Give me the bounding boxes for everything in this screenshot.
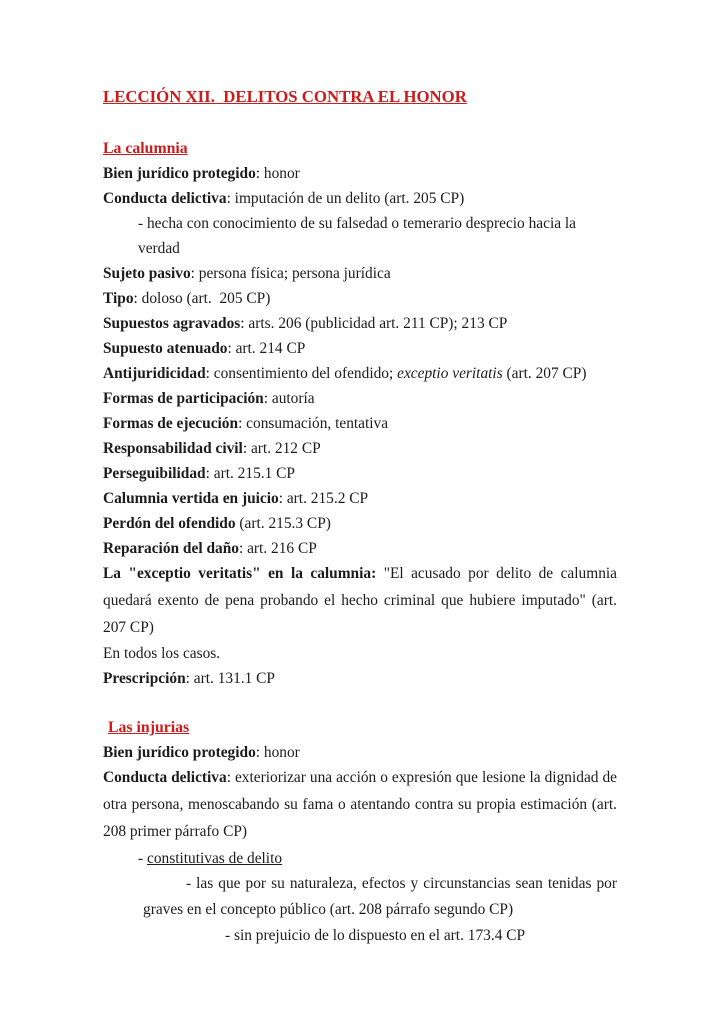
field-responsabilidad-civil: [103, 436, 617, 461]
field-perdon-ofendido: [103, 511, 617, 536]
field-value: (art. 215.3 CP): [235, 515, 331, 532]
field-label: Perdón del ofendido: [103, 515, 236, 532]
field-label: Prescripción: [103, 670, 186, 688]
field-value: : art. 212 CP: [242, 440, 321, 457]
field-supuestos-agravados: [103, 311, 617, 336]
field-label: Supuesto atenuado: [103, 340, 228, 357]
bullet-hecha-con-conocimiento: - hecha con conocimiento de su falsedad o temerario desprecio hacia la verdad: [138, 215, 580, 257]
field-formas-participacion: [103, 386, 617, 411]
field-antijuridicidad: [103, 361, 617, 386]
field-value: : arts. 206 (publicidad art. 211 CP); 213 CP: [240, 315, 508, 332]
field-value: : doloso (art. 205 CP): [133, 290, 271, 307]
field-value: : art. 215.1 CP: [205, 465, 295, 482]
field-value: : persona física; persona jurídica: [190, 265, 391, 282]
field-label: Perseguibilidad: [103, 465, 206, 482]
field-formas-ejecucion: [103, 411, 617, 436]
field-value: : consumación, tentativa: [238, 415, 389, 432]
line-en-todos-los-casos: En todos los casos.: [103, 645, 221, 663]
field-label: La "exceptio veritatis" en la calumnia:: [103, 565, 384, 582]
field-label: Formas de ejecución: [103, 415, 239, 432]
section-heading-injurias: Las injurias: [108, 719, 190, 737]
field-calumnia-vertida: [103, 486, 617, 511]
field-label: Antijuridicidad: [103, 365, 206, 382]
paragraph-conducta-delictiva-injurias: [103, 765, 617, 845]
bullet-dash: -: [138, 849, 147, 867]
field-value: : consentimiento del ofendido;: [205, 365, 398, 382]
field-label: Conducta delictiva: [103, 769, 227, 787]
quote-text: "El acusado por delito de calumnia quedará exento de pena probando el hecho criminal que hubiere imputado" (art. 207 CP): [103, 565, 617, 636]
field-perseguibilidad: [103, 461, 617, 486]
field-bien-juridico-injurias: [103, 740, 617, 765]
field-value: : art. 215.2 CP: [278, 490, 369, 507]
doc-title: LECCIÓN XII. DELITOS CONTRA EL HONOR: [103, 87, 467, 106]
field-label: Bien jurídico protegido: [103, 165, 256, 182]
field-conducta-delictiva-calumnia: [103, 186, 617, 211]
bullet-sin-prejuicio: - sin prejuicio de lo dispuesto en el art. 173.4 CP: [225, 926, 526, 944]
field-value: : art. 131.1 CP: [185, 670, 275, 688]
field-label: Reparación del daño: [103, 540, 239, 557]
field-reparacion-dano: [103, 536, 617, 561]
field-value: : art. 216 CP: [238, 540, 317, 557]
field-bien-juridico-calumnia: [103, 161, 617, 186]
field-value: : exteriorizar una acción o expresión que lesione la dignidad de otra persona, menoscabando su fama o atentando contra su propia estimación (art. 208 primer párrafo CP): [103, 769, 617, 840]
field-value: : honor: [255, 165, 300, 182]
field-value: : autoría: [263, 390, 315, 407]
field-label: Conducta delictiva: [103, 190, 227, 207]
field-label: Sujeto pasivo: [103, 265, 191, 282]
field-value: : honor: [255, 744, 300, 762]
field-label: Calumnia vertida en juicio: [103, 490, 279, 507]
field-supuesto-atenuado: [103, 336, 617, 361]
field-sujeto-pasivo: [103, 261, 617, 286]
field-value: (art. 207 CP): [502, 365, 587, 382]
paragraph-exceptio-veritatis: [103, 561, 617, 641]
latin-term-italic: exceptio veritatis: [397, 365, 503, 382]
field-prescripcion: [103, 666, 617, 691]
field-label: Formas de participación: [103, 390, 264, 407]
field-label: Responsabilidad civil: [103, 440, 243, 457]
field-label: Tipo: [103, 290, 134, 307]
field-label: Bien jurídico protegido: [103, 744, 256, 762]
field-value: : art. 214 CP: [227, 340, 306, 357]
bullet-las-que-por-naturaleza: - las que por su naturaleza, efectos y circunstancias sean tenidas por graves en el concepto público (art. 208 párrafo segundo CP): [143, 874, 617, 918]
section-heading-calumnia: La calumnia: [103, 140, 188, 157]
document-content: [103, 84, 617, 949]
field-tipo: [103, 286, 617, 311]
underlined-term: constitutivas de delito: [146, 849, 283, 867]
field-value: : imputación de un delito (art. 205 CP): [226, 190, 465, 207]
bullet-constitutivas-de-delito: [138, 846, 617, 871]
field-label: Supuestos agravados: [103, 315, 241, 332]
